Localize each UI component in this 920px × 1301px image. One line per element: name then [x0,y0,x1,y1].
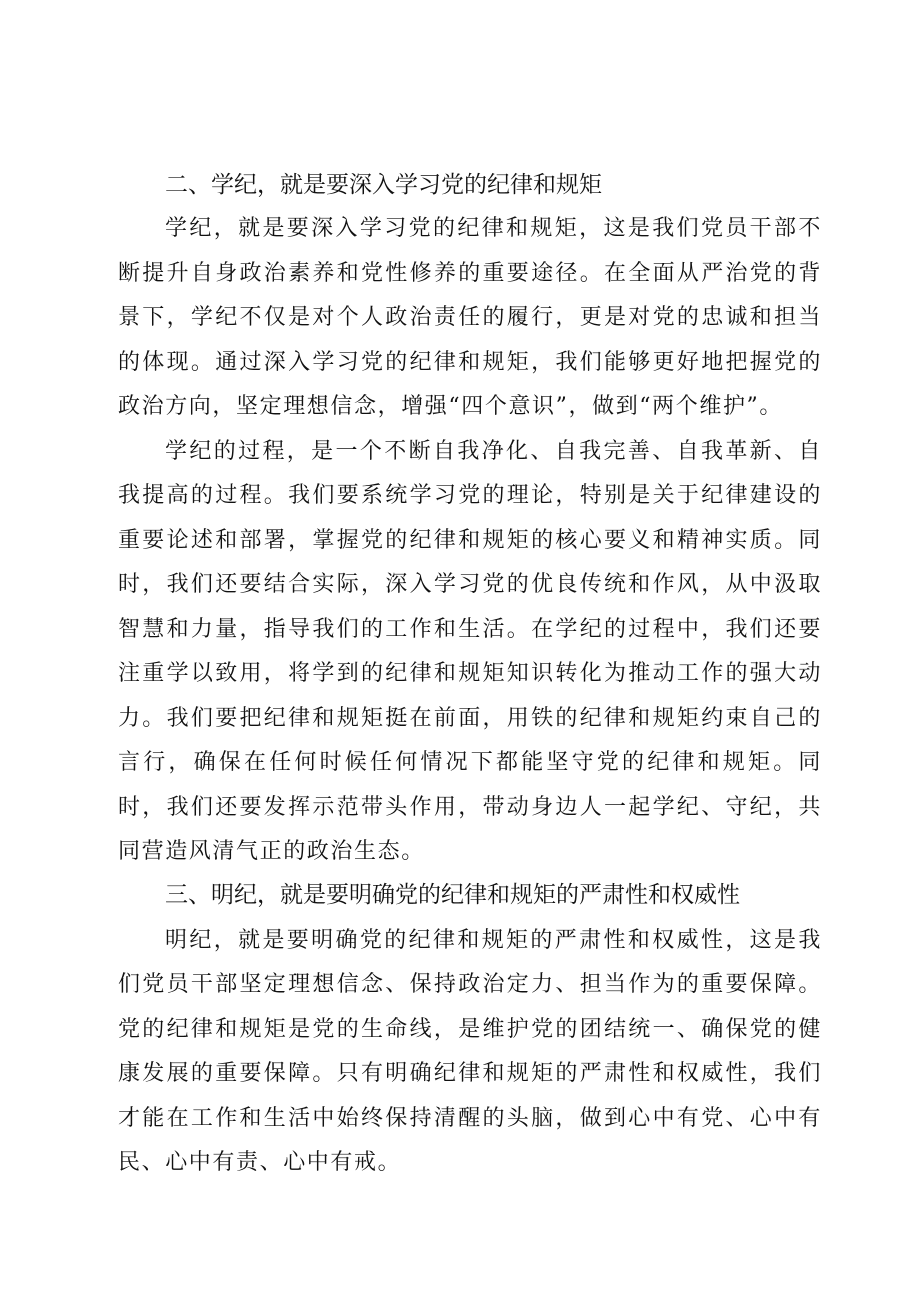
section-2-paragraph-2: 学纪的过程，是一个不断自我净化、自我完善、自我革新、自我提高的过程。我们要系统学习党的理论，特别是关于纪律建设的重要论述和部署，掌握党的纪律和规矩的核心要义和精神实质。同时，我们还要结合实际，深入学习党的优良传统和作风，从中汲取智慧和力量，指导我们的工作和生活。在学纪的过程中，我们还要注重学以致用，将学到的纪律和规矩知识转化为推动工作的强大动力。我们要把纪律和规矩挺在前面，用铁的纪律和规矩约束自己的言行，确保在任何时候任何情况下都能坚守党的纪律和规矩。同时，我们还要发挥示范带头作用，带动身边人一起学纪、守纪，共同营造风清气正的政治生态。 [118,438,822,864]
document-body [118,165,822,1186]
section-heading-2: 二、学纪，就是要深入学习党的纪律和规矩 [165,172,602,198]
section-2-paragraph-1: 学纪，就是要深入学习党的纪律和规矩，这是我们党员干部不断提升自身政治素养和党性修养的重要途径。在全面从严治党的背景下，学纪不仅是对个人政治责任的履行，更是对党的忠诚和担当的体现。通过深入学习党的纪律和规矩，我们能够更好地把握党的政治方向，坚定理想信念，增强“四个意识”，做到“两个维护”。 [118,216,822,419]
section-heading-3: 三、明纪，就是要明确党的纪律和规矩的严肃性和权威性 [165,881,740,908]
section-3-paragraph-1: 明纪，就是要明确党的纪律和规矩的严肃性和权威性，这是我们党员干部坚定理想信念、保持政治定力、担当作为的重要保障。党的纪律和规矩是党的生命线，是维护党的团结统一、确保党的健康发展的重要保障。只有明确纪律和规矩的严肃性和权威性，我们才能在工作和生活中始终保持清醒的头脑，做到心中有党、心中有民、心中有责、心中有戒。 [118,927,822,1175]
